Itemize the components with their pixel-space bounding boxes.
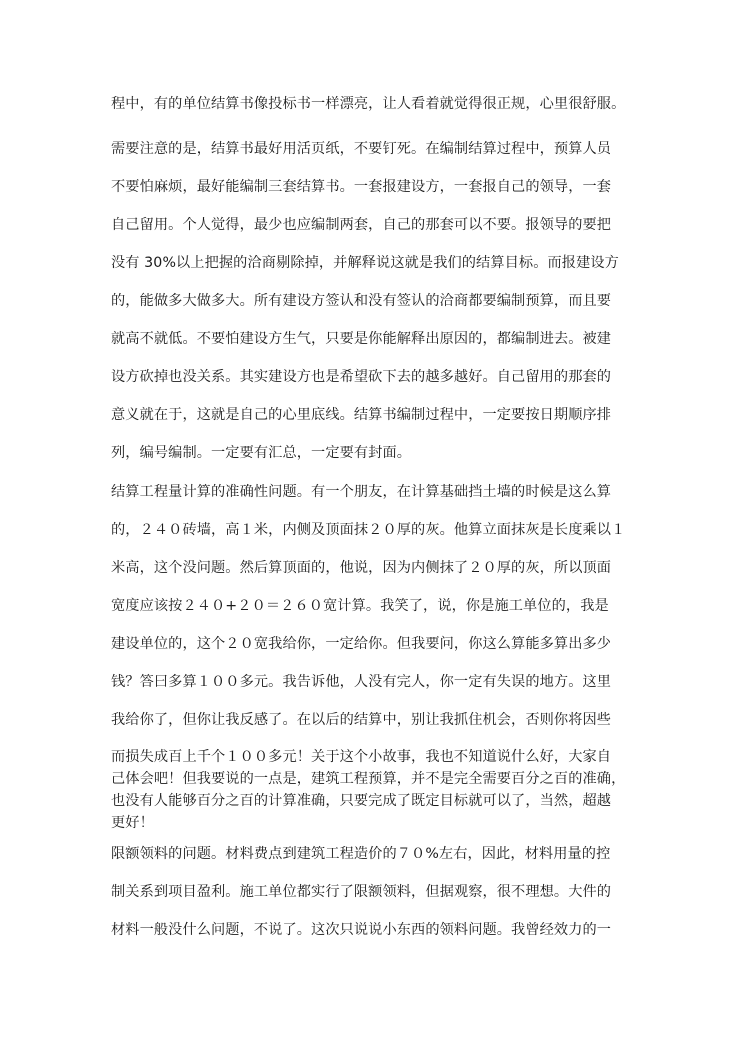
text-line: 建设单位的，这个２０宽我给你，一定给你。但我要问，你这么算能多算出多少: [111, 636, 612, 652]
text-line: 钱？答曰多算１００多元。我告诉他，人没有完人，你一定有失误的地方。这里: [111, 674, 612, 690]
text-line: 我给你了，但你让我反感了。在以后的结算中，别让我抓住机会，否则你将因些: [111, 712, 612, 728]
text-line: 的，能做多大做多大。所有建设方签认和没有签认的洽商都要编制预算，而且要: [111, 293, 612, 309]
text-line: 而损失成百上千个１００多元！关于这个小故事，我也不知道说什么好，大家自: [111, 749, 612, 765]
text-line: 没有 30%以上把握的洽商剔除掉，并解释说这就是我们的结算目标。而报建设方: [111, 255, 619, 271]
text-line: 制关系到项目盈利。施工单位都实行了限额领料，但据观察，很不理想。大件的: [111, 884, 612, 900]
text-line: 的，２４０砖墙，高１米，内侧及顶面抹２０厚的灰。他算立面抹灰是长度乘以１: [111, 522, 626, 538]
text-line: 列，编号编制。一定要有汇总，一定要有封面。: [111, 445, 412, 461]
text-line: 自己留用。个人觉得，最少也应编制两套，自己的那套可以不要。报领导的要把: [111, 217, 612, 233]
text-line: 更好！: [111, 815, 154, 831]
text-line: 就高不就低。不要怕建设方生气，只要是你能解释出原因的，都编制进去。被建: [111, 331, 612, 347]
text-line: 设方砍掉也没关系。其实建设方也是希望砍下去的越多越好。自己留用的那套的: [111, 369, 612, 385]
text-line: 需要注意的是，结算书最好用活页纸，不要钉死。在编制结算过程中，预算人员: [111, 141, 612, 157]
text-line: 米高，这个没问题。然后算顶面的，他说，因为内侧抹了２０厚的灰，所以顶面: [111, 560, 612, 576]
text-line: 程中，有的单位结算书像投标书一样漂亮，让人看着就觉得很正规，心里很舒服。: [111, 96, 626, 112]
text-line: 己体会吧！但我要说的一点是，建筑工程预算，并不是完全需要百分之百的准确，: [111, 771, 626, 787]
text-line: 意义就在于，这就是自己的心里底线。结算书编制过程中，一定要按日期顺序排: [111, 407, 612, 423]
text-line: 宽度应该按２４０+２０＝２６０宽计算。我笑了，说，你是施工单位的，我是: [111, 598, 609, 614]
text-line: 材料一般没什么问题，不说了。这次只说说小东西的领料问题。我曾经效力的一: [111, 922, 612, 938]
text-line: 也没有人能够百分之百的计算准确，只要完成了既定目标就可以了，当然，超越: [111, 793, 612, 809]
text-line: 限额领料的问题。材料费点到建筑工程造价的７０%左右，因此，材料用量的控: [111, 846, 611, 862]
text-line: 结算工程量计算的准确性问题。有一个朋友，在计算基础挡土墙的时候是这么算: [111, 484, 612, 500]
text-line: 不要怕麻烦，最好能编制三套结算书。一套报建设方，一套报自己的领导，一套: [111, 179, 612, 195]
